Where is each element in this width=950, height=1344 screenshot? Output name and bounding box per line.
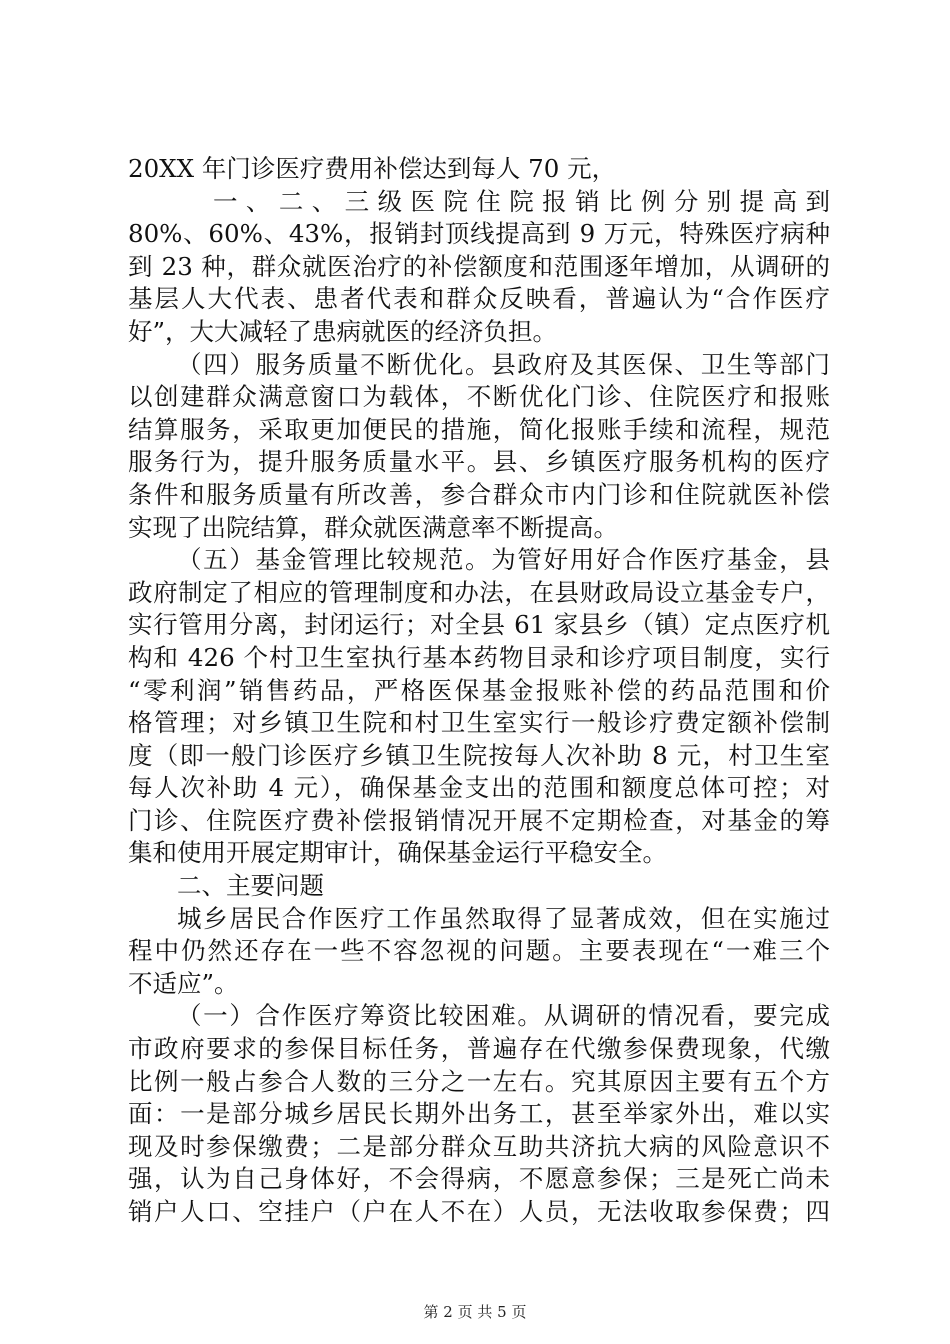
text-line: （一）合作医疗筹资比较困难。从调研的情况看，要完成	[177, 1001, 830, 1031]
text-line: 实现了出院结算，群众就医满意率不断提高。	[128, 512, 618, 542]
text-line: 一、二、三级医院住院报销比例分别提高到	[213, 186, 830, 216]
text-line: 每人次补助 4 元），确保基金支出的范围和额度总体可控；对	[128, 773, 830, 803]
text-line: 现及时参保缴费；二是部分群众互助共济抗大病的风险意识不	[128, 1131, 830, 1161]
text-line: 格管理；对乡镇卫生院和村卫生室实行一般诊疗费定额补偿制	[128, 708, 830, 738]
page-number: 第 2 页 共 5 页	[423, 1303, 527, 1321]
text-line: 服务行为，提升服务质量水平。县、乡镇医疗服务机构的医疗	[128, 447, 830, 477]
text-line: 构和 426 个村卫生室执行基本药物目录和诊疗项目制度，实行	[128, 642, 830, 672]
text-line: 以创建群众满意窗口为载体，不断优化门诊、住院医疗和报账	[128, 382, 830, 412]
text-line: 销户人口、空挂户（户在人不在）人员，无法收取参保费；四	[128, 1197, 830, 1226]
text-line: （四）服务质量不断优化。县政府及其医保、卫生等部门	[177, 349, 830, 379]
text-line: 程中仍然还存在一些不容忽视的问题。主要表现在“一难三个	[128, 936, 830, 966]
text-line: 城乡居民合作医疗工作虽然取得了显著成效，但在实施过	[177, 903, 830, 933]
text-line: 市政府要求的参保目标任务，普遍存在代缴参保费现象，代缴	[128, 1034, 830, 1064]
text-line: 集和使用开展定期审计，确保基金运行平稳安全。	[128, 838, 667, 868]
text-line: 度（即一般门诊医疗乡镇卫生院按每人次补助 8 元，村卫生室	[128, 740, 830, 770]
text-line: 面：一是部分城乡居民长期外出务工，甚至举家外出，难以实	[128, 1099, 830, 1129]
text-line: 到 23 种，群众就医治疗的补偿额度和范围逐年增加，从调研的	[128, 251, 830, 281]
text-line: 强，认为自己身体好，不会得病，不愿意参保；三是死亡尚未	[128, 1164, 830, 1194]
text-line: “零利润”销售药品，严格医保基金报账补偿的药品范围和价	[128, 675, 830, 705]
body-text	[128, 153, 830, 1229]
text-line: 20XX 年门诊医疗费用补偿达到每人 70 元，	[128, 154, 617, 183]
text-line: 结算服务，采取更加便民的措施，简化报账手续和流程，规范	[128, 414, 830, 444]
text-line: （五）基金管理比较规范。为管好用好合作医疗基金，县	[177, 545, 830, 575]
text-line: 不适应”。	[128, 968, 239, 998]
text-line: 基层人大代表、患者代表和群众反映看，普遍认为“合作医疗	[128, 284, 830, 314]
text-line: 条件和服务质量有所改善，参合群众市内门诊和住院就医补偿	[128, 479, 830, 509]
text-line: 政府制定了相应的管理制度和办法，在县财政局设立基金专户，	[128, 577, 830, 607]
section-heading: 二、主要问题	[177, 871, 324, 901]
text-line: 好”，大大减轻了患病就医的经济负担。	[128, 316, 558, 346]
text-line: 实行管用分离，封闭运行；对全县 61 家县乡（镇）定点医疗机	[128, 610, 830, 640]
text-line: 80%、60%、43%，报销封顶线提高到 9 万元，特殊医疗病种	[128, 219, 830, 249]
text-line: 比例一般占参合人数的三分之一左右。究其原因主要有五个方	[128, 1066, 830, 1096]
text-line: 门诊、住院医疗费补偿报销情况开展不定期检查，对基金的筹	[128, 805, 830, 835]
